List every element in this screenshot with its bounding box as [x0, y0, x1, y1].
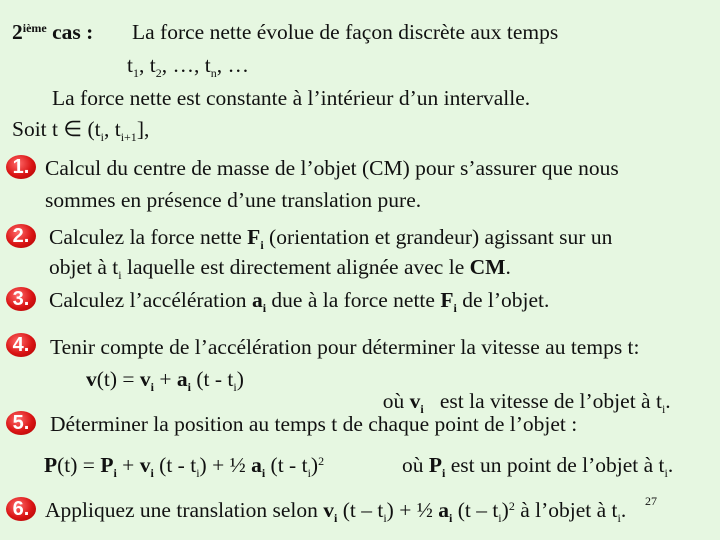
- step-5-badge: 5.: [6, 411, 36, 435]
- step-4-badge: 4.: [6, 333, 36, 357]
- case-heading: [12, 22, 93, 44]
- step-3-line-1: Calculez l’accélération $a_i$ due à la force nette $F_i$ de l’objet.: [49, 288, 550, 315]
- intro-line-4: Soit t ∈ ($t_i$, $t_{i+1}$],: [12, 117, 150, 144]
- step-1-line-2: sommes en présence d’une translation pure.: [45, 188, 422, 212]
- velocity-where: où $v_i$ est la vitesse de l’objet à $t_i$.: [382, 388, 671, 416]
- case-number: 2: [12, 20, 23, 44]
- position-equation: $P(t) = P_i + v_i$ $(t - t_i)$ + ½ $a_i$ $(t - t_i)^2$: [44, 453, 325, 480]
- step-2-badge: 2.: [6, 224, 36, 248]
- intro-line-3: La force nette est constante à l’intérieur d’un intervalle.: [52, 86, 531, 110]
- position-where: où $P_i$ est un point de l’objet à $t_i$.: [402, 453, 674, 480]
- step-6-badge: 6.: [6, 497, 36, 521]
- velocity-equation: $v(t) = v_i + a_i$ $(t - t_i)$: [86, 367, 244, 394]
- intro-line-2: $t_1$, $t_2$, …, $t_n$, …: [127, 53, 249, 80]
- step-1-line-1: Calcul du centre de masse de l’objet (CM) pour s’assurer que nous: [45, 156, 619, 180]
- case-superscript: ième: [22, 21, 47, 35]
- page-number: 27: [645, 494, 657, 508]
- step-3-badge: 3.: [6, 287, 36, 311]
- step-2-line-2: objet à $t_i$ laquelle est directement alignée avec le CM.: [49, 255, 511, 282]
- step-5-line-1: Déterminer la position au temps t de chaque point de l’objet :: [50, 412, 578, 436]
- intro-line-1: La force nette évolue de façon discrète aux temps: [132, 20, 559, 44]
- case-label: cas :: [52, 20, 94, 44]
- step-6-line-1: Appliquez une translation selon $v_i$ $(t - t_i)$ + ½ $a_i$ $(t - t_i)^2$ à l’objet à $t_i$.: [45, 498, 627, 525]
- step-2-line-1: Calculez la force nette $F_i$ (orientation et grandeur) agissant sur un: [49, 225, 613, 252]
- step-4-line-1: Tenir compte de l’accélération pour déterminer la vitesse au temps t:: [50, 335, 640, 359]
- step-1-badge: 1.: [6, 155, 36, 179]
